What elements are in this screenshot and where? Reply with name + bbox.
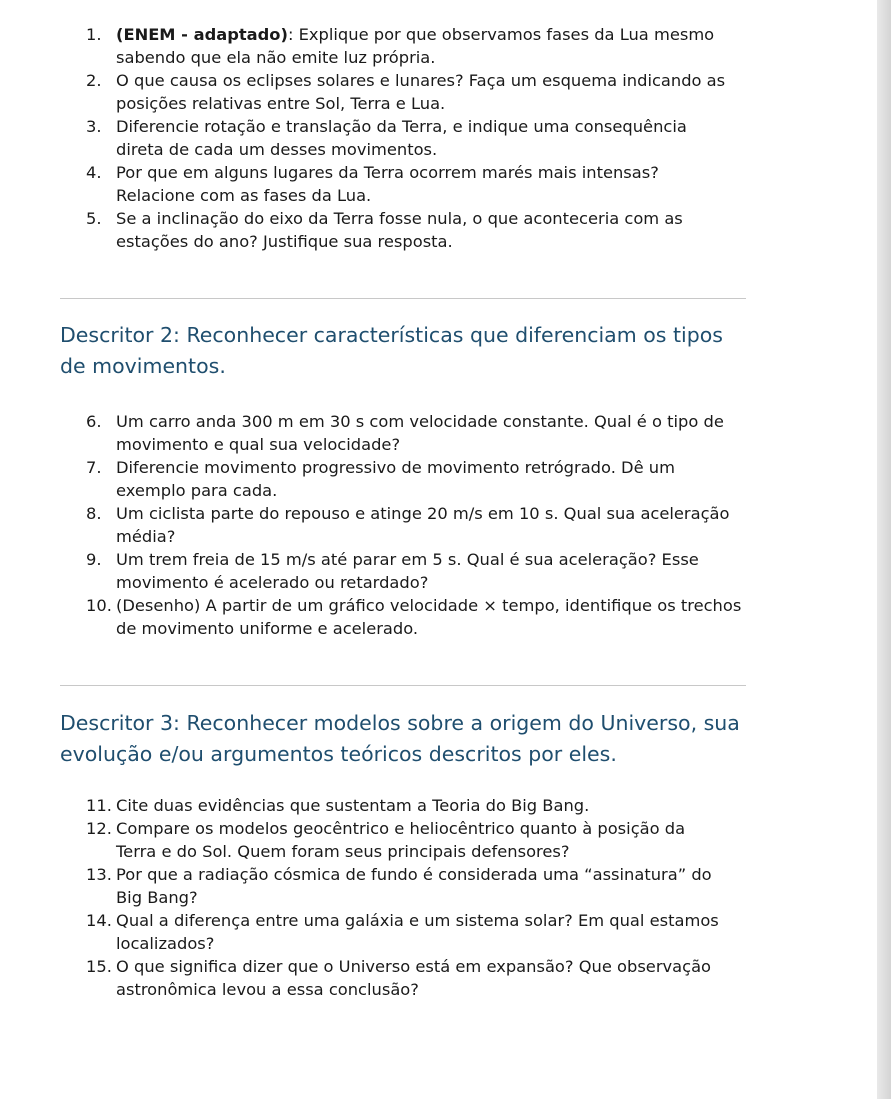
section-divider — [60, 685, 746, 686]
question-list-1 — [0, 23, 877, 253]
question-number: 7. — [86, 458, 102, 477]
question-text: Diferencie movimento progressivo de movimento retrógrado. Dê um exemplo para cada. — [116, 458, 675, 500]
question-text: Por que em alguns lugares da Terra ocorrem marés mais intensas? Relacione com as fases da Lua. — [116, 163, 659, 205]
question-number: 3. — [86, 117, 102, 136]
question-item — [0, 594, 877, 640]
question-item — [0, 23, 877, 69]
question-text: Um ciclista parte do repouso e atinge 20 m/s em 10 s. Qual sua aceleração média? — [116, 504, 730, 546]
question-number: 12. — [86, 819, 112, 838]
question-number: 4. — [86, 163, 102, 182]
question-item — [0, 863, 877, 909]
question-number: 8. — [86, 504, 102, 523]
question-text: O que significa dizer que o Universo está em expansão? Que observação astronômica levou a essa conclusão? — [116, 957, 712, 999]
question-item — [0, 502, 877, 548]
page-edge-shadow — [877, 0, 891, 1099]
question-number: 1. — [86, 25, 102, 44]
question-item — [0, 161, 877, 207]
question-number: 5. — [86, 209, 102, 228]
question-text: (Desenho) A partir de um gráfico velocidade × tempo, identifique os trechos de movimento uniforme e acelerado. — [116, 596, 742, 638]
question-text: Qual a diferença entre uma galáxia e um sistema solar? Em qual estamos localizados? — [116, 911, 719, 953]
question-text: Um trem freia de 15 m/s até parar em 5 s. Qual é sua aceleração? Esse movimento é acelerado ou retardado? — [116, 550, 699, 592]
question-item — [0, 115, 877, 161]
question-number: 15. — [86, 957, 112, 976]
question-text: O que causa os eclipses solares e lunares? Faça um esquema indicando as posições relativas entre Sol, Terra e Lua. — [116, 71, 726, 113]
question-text: Diferencie rotação e translação da Terra, e indique uma consequência direta de cada um desses movimentos. — [116, 117, 687, 159]
question-text: Compare os modelos geocêntrico e heliocêntrico quanto à posição da Terra e do Sol. Quem foram seus principais defensores? — [116, 819, 686, 861]
question-item — [0, 955, 877, 1001]
question-text: Por que a radiação cósmica de fundo é considerada uma “assinatura” do Big Bang? — [116, 865, 712, 907]
question-number: 10. — [86, 596, 112, 615]
question-item — [0, 794, 877, 817]
question-item — [0, 69, 877, 115]
question-item — [0, 548, 877, 594]
question-number: 11. — [86, 796, 112, 815]
question-item — [0, 207, 877, 253]
question-number: 2. — [86, 71, 102, 90]
question-item — [0, 909, 877, 955]
question-text: Um carro anda 300 m em 30 s com velocidade constante. Qual é o tipo de movimento e qual sua velocidade? — [116, 412, 724, 454]
section-heading-descritor-3: Descritor 3: Reconhecer modelos sobre a origem do Universo, sua evolução e/ou argumentos teóricos descritos por eles. — [60, 711, 740, 766]
question-text: Cite duas evidências que sustentam a Teoria do Big Bang. — [116, 796, 590, 815]
section-heading-descritor-2: Descritor 2: Reconhecer características que diferenciam os tipos de movimentos. — [60, 323, 723, 378]
section-divider — [60, 298, 746, 299]
question-list-3 — [0, 794, 877, 1001]
question-list-2 — [0, 410, 877, 640]
question-text: Se a inclinação do eixo da Terra fosse nula, o que aconteceria com as estações do ano? Justifique sua resposta. — [116, 209, 683, 251]
question-number: 9. — [86, 550, 102, 569]
question-item — [0, 456, 877, 502]
question-number: 6. — [86, 412, 102, 431]
question-text: : Explique por que observamos fases da Lua mesmo sabendo que ela não emite luz própria. — [116, 25, 715, 67]
question-number: 13. — [86, 865, 112, 884]
question-item — [0, 410, 877, 456]
question-item — [0, 817, 877, 863]
question-source: (ENEM - adaptado) — [116, 25, 288, 44]
question-number: 14. — [86, 911, 112, 930]
